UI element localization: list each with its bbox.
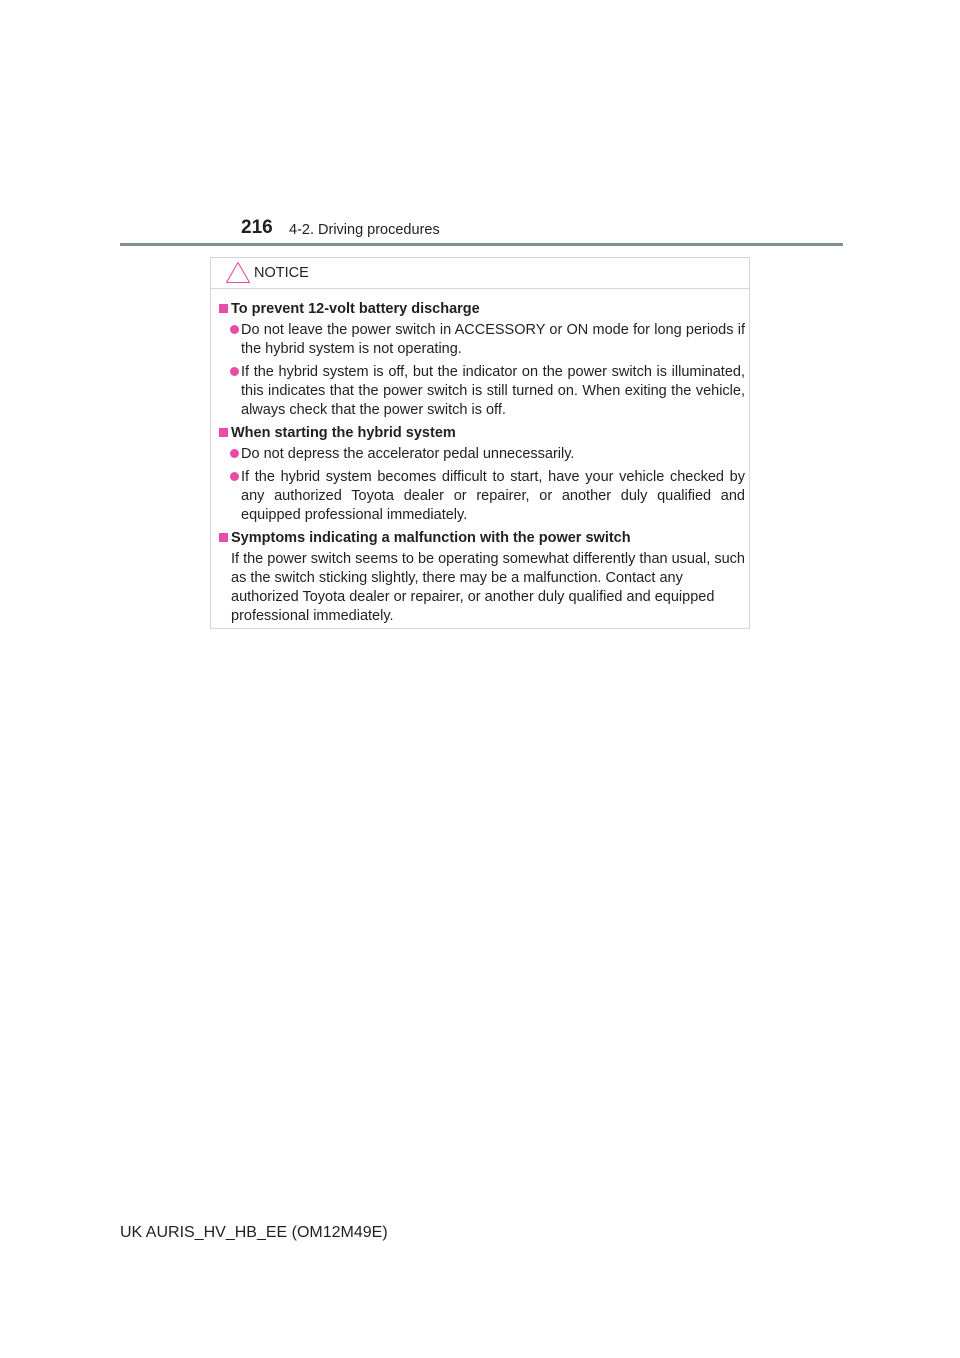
warning-triangle-icon — [225, 261, 251, 284]
section-paragraph: If the power switch seems to be operating somewhat differently than usual, such as the switch sticking slightly, there may be a malfunction. Contact any authorized Toyota dealer or repairer, or another duly qualified and equipped professional immediately. — [231, 551, 745, 624]
notice-box — [210, 257, 750, 629]
bullet-item: Do not leave the power switch in ACCESSORY or ON mode for long periods if the hybrid system is not operating. — [219, 321, 745, 359]
page-number: 216 — [241, 217, 273, 238]
bullet-item: Do not depress the accelerator pedal unnecessarily. — [219, 445, 745, 464]
bullet-item: If the hybrid system becomes difficult to start, have your vehicle checked by any authorized Toyota dealer or repairer, or another duly qualified and equipped professional immediately. — [219, 468, 745, 525]
section-heading: To prevent 12-volt battery discharge — [219, 300, 745, 319]
section-title: 4-2. Driving procedures — [289, 222, 440, 238]
pink-dot-icon — [230, 367, 239, 376]
header-rule — [120, 243, 843, 246]
pink-square-icon — [219, 428, 228, 437]
pink-square-icon — [219, 533, 228, 542]
notice-label: NOTICE — [254, 265, 309, 281]
pink-square-icon — [219, 304, 228, 313]
notice-body — [219, 300, 745, 626]
section-heading: Symptoms indicating a malfunction with the power switch — [219, 529, 745, 548]
pink-dot-icon — [230, 449, 239, 458]
pink-dot-icon — [230, 472, 239, 481]
section-heading: When starting the hybrid system — [219, 424, 745, 443]
pink-dot-icon — [230, 325, 239, 334]
footer-model-code: UK AURIS_HV_HB_EE (OM12M49E) — [120, 1224, 388, 1241]
bullet-item: If the hybrid system is off, but the indicator on the power switch is illuminated, this indicates that the power switch is still turned on. When exiting the vehicle, always check that the power switch is off. — [219, 363, 745, 420]
notice-header — [211, 258, 749, 289]
